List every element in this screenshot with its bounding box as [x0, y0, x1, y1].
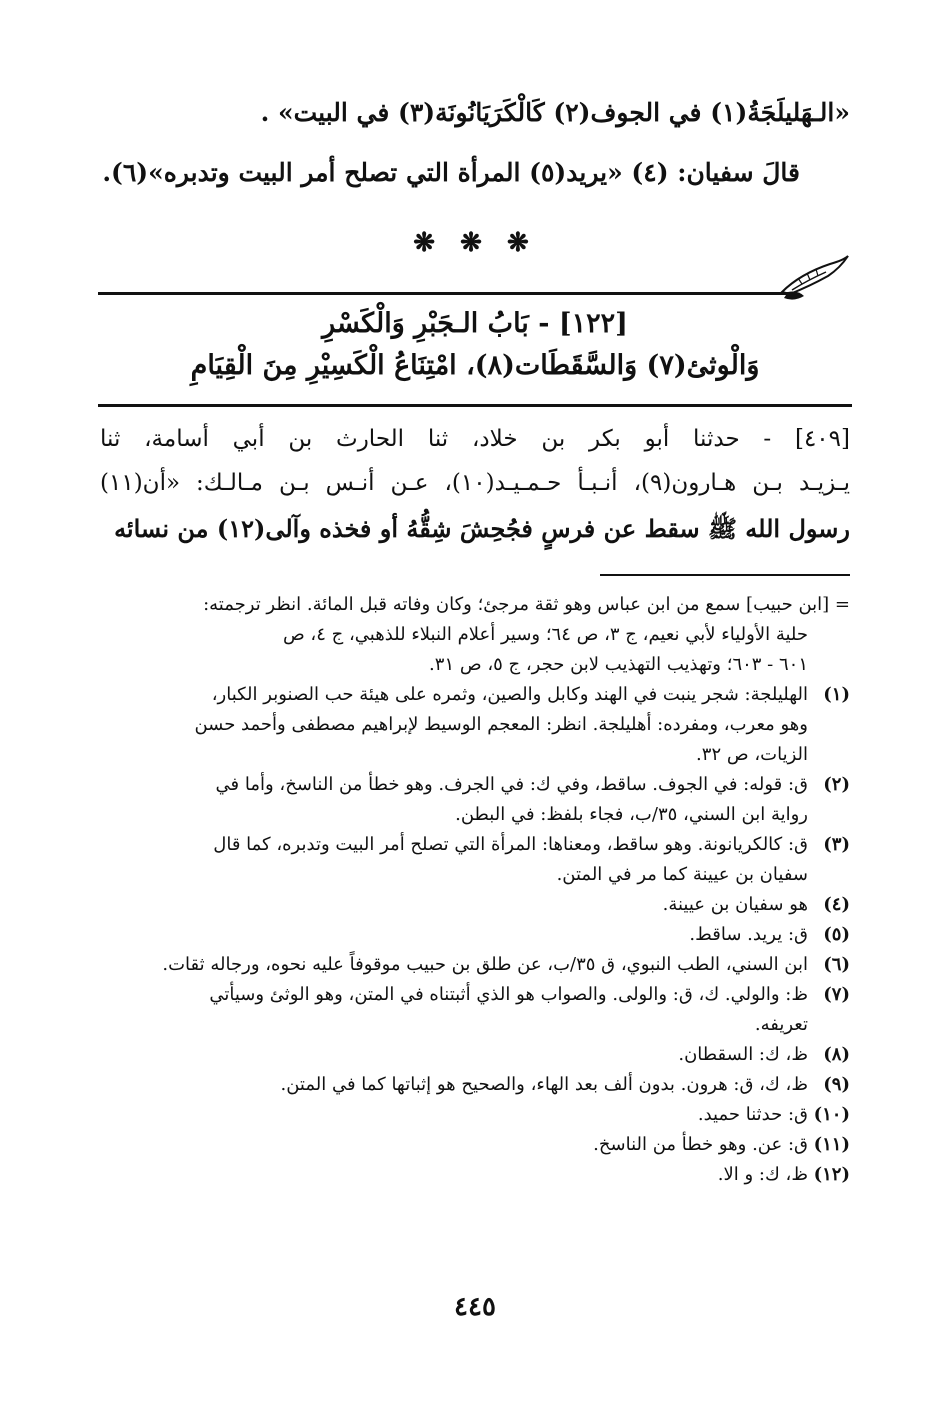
chapter-top-rule	[98, 292, 790, 295]
footnote-8	[100, 1040, 850, 1070]
footnote-6	[100, 950, 850, 980]
footnote-11	[100, 1130, 850, 1160]
chapter-title-line-2: وَالْوثئ(٧) وَالسَّقَطَات(٨)، امْتِنَاعُ الْكَسِيْرِ مِنَ الْقِيَامِ	[190, 350, 760, 381]
top-text-line-2: قالَ سفيان: (٤) «يريد(٥) المرأة التي تصلح أمر البيت وتدبره»(٦).	[102, 158, 800, 187]
footnote-number: (٥)	[823, 924, 850, 945]
footnote-number: (٩)	[823, 1074, 850, 1095]
footnote-number: (٣)	[823, 834, 850, 855]
footnote-continuation-line: ٦٠١ - ٦٠٣؛ وتهذيب التهذيب لابن حجر، ج ٥، ص ٣١.	[429, 654, 808, 675]
footnote-text: ظ: والولي. ك، ق: والولى. والصواب هو الذي أثبتناه في المتن، وهو الوثئ وسيأتي	[209, 984, 808, 1005]
footnote-text: سفيان بن عيينة كما مر في المتن.	[556, 864, 808, 885]
footnote-text: ق: يريد. ساقط.	[689, 924, 808, 945]
footnote-2	[100, 770, 850, 830]
footnote-number: (١)	[823, 684, 850, 705]
footnote-text: هو سفيان بن عيينة.	[662, 894, 808, 915]
footnote-text: رواية ابن السني، ٣٥/ب، فجاء بلفظ: في البطن.	[455, 804, 808, 825]
footnote-text: الهليلجة: شجر ينبت في الهند وكابل والصين، وثمره على هيئة حب الصنوبر الكبار،	[211, 684, 808, 705]
separator-stars: ❋ ❋ ❋	[413, 228, 537, 258]
footnote-text: الزيات، ص ٣٢.	[696, 744, 808, 765]
footnote-10	[100, 1100, 850, 1130]
footnote-text: ق: كالكريانونة. وهو ساقط، ومعناها: المرأة التي تصلح أمر البيت وتدبره، كما قال	[213, 834, 808, 855]
footnote-3	[100, 830, 850, 890]
footnotes-block	[100, 590, 850, 1190]
footnote-number: (٤)	[823, 894, 850, 915]
footnote-12	[100, 1160, 850, 1190]
footnote-9	[100, 1070, 850, 1100]
footnote-number: (٢)	[823, 774, 850, 795]
hadith-line-1: [٤٠٩] - حدثنا أبو بكر بن خلاد، ثنا الحارث بن أبي أسامة، ثنا	[100, 426, 850, 452]
footnote-text: ظ، ك: السقطان.	[678, 1044, 808, 1065]
footnote-text: ق: عن. وهو خطأ من الناسخ.	[593, 1134, 808, 1155]
footnote-rule	[600, 574, 850, 576]
footnote-text: تعريفه.	[754, 1014, 808, 1035]
footnote-text: وهو معرب، ومفرده: أهليلجة. انظر: المعجم الوسيط لإبراهيم مصطفى وأحمد حسن	[194, 714, 808, 735]
footnote-continuation	[100, 590, 850, 680]
footnote-7	[100, 980, 850, 1040]
footnote-number: (١٠)	[813, 1104, 850, 1125]
footnote-number: (٨)	[823, 1044, 850, 1065]
footnote-text: ظ، ك: و الا.	[717, 1164, 808, 1185]
chapter-title-line-1: [١٢٢] - بَابُ الـجَبْرِ وَالْكَسْرِ	[322, 308, 628, 339]
footnote-text: ق: حدثنا حميد.	[697, 1104, 808, 1125]
footnote-number: (١٢)	[813, 1164, 850, 1185]
hadith-line-3: رسول الله ﷺ سقط عن فرسٍ فجُحِشَ شِقُّهُ أو فخذه وآلى(١٢) من نسائه	[114, 514, 850, 543]
quill-ornament-icon	[780, 254, 850, 304]
footnote-number: (١١)	[813, 1134, 850, 1155]
top-text-line-1: «الـهَليلَجَةُ(١) في الجوف(٢) كَالْكَرَيَانُونَة(٣) في البيت» .	[260, 98, 850, 127]
hadith-line-2: يـزيـد بـن هـارون(٩)، أنـبـأ حـمـيـد(١٠)، عـن أنـس بـن مـالـك: «أن(١١)	[100, 470, 851, 496]
footnote-1	[100, 680, 850, 770]
footnote-text: ظ، ك، ق: هرون. بدون ألف بعد الهاء، والصحيح هو إثباتها كما في المتن.	[280, 1074, 808, 1095]
footnote-number: (٦)	[823, 954, 850, 975]
page-number: ٤٤٥	[454, 1292, 496, 1322]
chapter-bottom-rule	[98, 404, 852, 407]
footnote-text: ق: قوله: في الجوف. ساقط، وفي ك: في الجرف. وهو خطأ من الناسخ، وأما في	[215, 774, 808, 795]
footnote-5	[100, 920, 850, 950]
footnote-4	[100, 890, 850, 920]
footnote-continuation-line: = [ابن حبيب] سمع من ابن عباس وهو ثقة مرجئ؛ وكان وفاته قبل المائة. انظر ترجمته:	[203, 594, 850, 615]
footnote-continuation-line: حلية الأولياء لأبي نعيم، ج ٣، ص ٦٤؛ وسير أعلام النبلاء للذهبي، ج ٤، ص	[282, 624, 808, 645]
footnote-text: ابن السني، الطب النبوي، ق ٣٥/ب، عن طلق بن حبيب موقوفاً عليه نحوه، ورجاله ثقات.	[162, 954, 808, 975]
footnote-number: (٧)	[823, 984, 850, 1005]
